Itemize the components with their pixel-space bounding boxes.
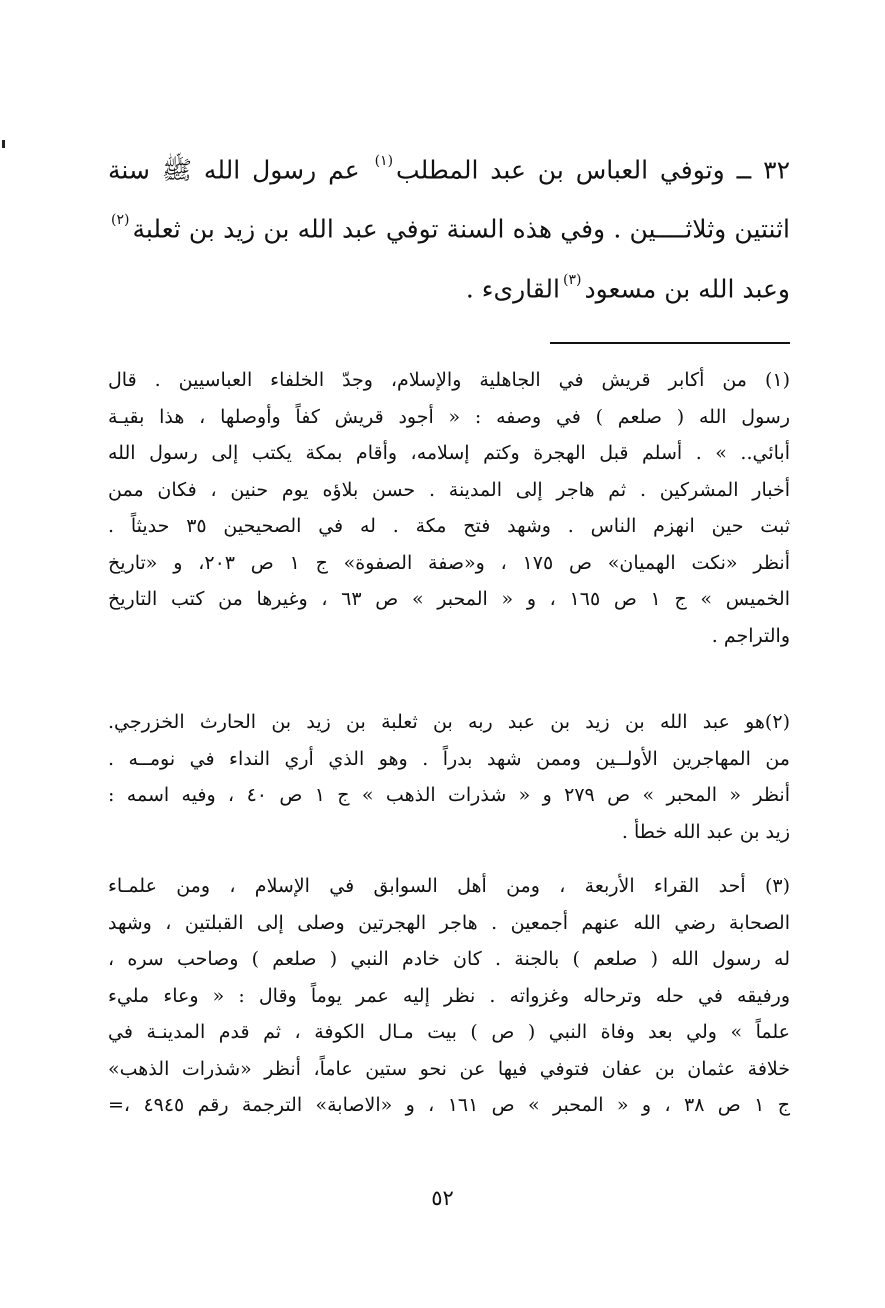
footnote-line: رسول الله ( صلعم ) في وصفه : « أجود قريش كفاً وأوصلها ، هذا بقيـة [108, 405, 790, 428]
main-line-1: ٣٢ ــ وتوفي العباس بن عبد المطلب$^{(١)}$ عم رسول الله ﷺ سنة [108, 153, 790, 185]
footnote-line: أنظر « المحبر » ص ٢٧٩ و « شذرات الذهب » ج ١ ص ٤٠ ، وفيه اسمه : [108, 784, 790, 806]
footnote-line: ج ١ ص ٣٨ ، و « المحبر » ص ١٦١ ، و «الاصابة» الترجمة رقم ٤٩٤٥ ،= [108, 1094, 790, 1116]
footnote-line: خلافة عثمان بن عفان فتوفي فيها عن نحو ستين عاماً، أنظر «شذرات الذهب» [108, 1057, 790, 1080]
page-number: ٥٢ [431, 1186, 454, 1210]
footnote-line: (١) من أكابر قريش في الجاهلية والإسلام، وجدّ الخلفاء العباسيين . قال [108, 369, 790, 391]
footnote-1 [108, 362, 790, 654]
footnote-line: الخميس » ج ١ ص ١٦٥ ، و « المحبر » ص ٦٣ ، وغيرها من كتب التاريخ [108, 588, 791, 610]
main-line-2: اثنتين وثلاثــــين . وفي هذه السنة توفي عبد الله بن زيد بن ثعلبة$^{(٢)}$ [111, 212, 790, 244]
footnote-line: من المهاجرين الأولــين وممن شهد بدراً . وهو الذي أري النداء في نومــه . [108, 747, 790, 770]
footnote-line: أخبار المشركين . ثم هاجر إلى المدينة . حسن بلاؤه يوم حنين ، فكان ممن [108, 478, 790, 501]
footnote-line: والتراجم . [711, 624, 790, 647]
footnote-line: ورفيقه في حله وترحاله وغزواته . نظر إليه عمر يوماً وقال : « وعاء مليء [108, 984, 790, 1007]
footnote-ref-3[interactable]: (٣) [563, 271, 582, 288]
footnote-line: أبائي.. » . أسلم قبل الهجرة وكتم إسلامه، وأقام بمكة يكتب إلى رسول الله [108, 442, 790, 464]
footnote-line: زيد بن عبد الله خطأ . [621, 820, 790, 843]
footnote-line: له رسول الله ( صلعم ) بالجنة . كان خادم النبي ( صلعم ) وصاحب سره ، [108, 948, 790, 970]
main-line-3: وعبد الله بن مسعود$^{(٣)}$القارىء . [465, 271, 790, 303]
main-text [108, 138, 790, 316]
footnote-separator [550, 342, 790, 344]
footnote-line: (٣) أحد القراء الأربعة ، ومن أهل السوابق في الإسلام ، ومن علمـاء [108, 875, 790, 897]
footnote-2 [108, 704, 790, 850]
footnote-3 [108, 868, 790, 1124]
margin-mark [2, 140, 5, 148]
footnote-ref-1[interactable]: (١) [374, 153, 394, 169]
footnote-line: أنظر «نكت الهميان» ص ١٧٥ ، و«صفة الصفوة» ج ١ ص ٢٠٣، و «تاريخ [108, 551, 790, 574]
footnote-line: ثبت حين انهزم الناس . وشهد فتح مكة . له في الصحيحين ٣٥ حديثاً . [108, 515, 790, 537]
footnote-ref-2[interactable]: (٢) [111, 212, 130, 229]
footnote-line: (٢)هو عبد الله بن زيد بن عبد ربه بن ثعلبة بن زيد بن الحارث الخزرجي. [108, 711, 790, 733]
footnote-line: الصحابة رضي الله عنهم أجمعين . هاجر الهجرتين وصلى إلى القبلتين ، وشهد [108, 911, 790, 934]
footnote-line: علماً » ولي بعد وفاة النبي ( ص ) بيت مـال الكوفة ، ثم قدم المدينـة في [108, 1021, 790, 1043]
